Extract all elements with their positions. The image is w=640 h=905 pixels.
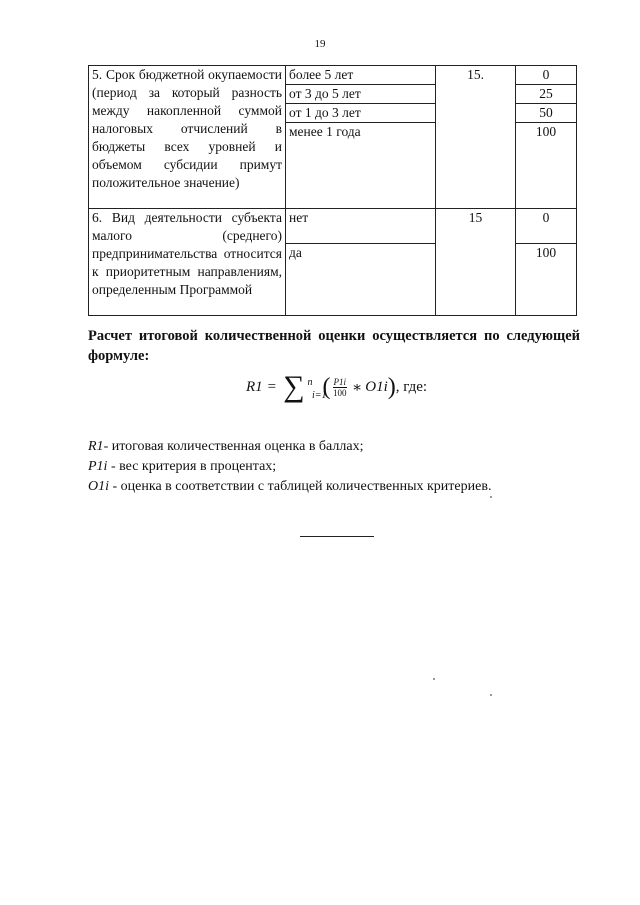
fraction-numerator: P1i [333, 376, 347, 387]
sigma-upper-limit: n [307, 377, 313, 388]
definition-text: - вес критерия в процентах; [107, 459, 277, 474]
score-cell: 100 [516, 123, 577, 209]
definition-symbol: O1i [88, 479, 109, 494]
criteria-table [88, 65, 577, 316]
sigma-lower-limit: i=1 [312, 390, 327, 401]
score-cell: 0 [516, 66, 577, 85]
option-cell: менее 1 года [286, 123, 436, 209]
definition-item [88, 477, 491, 497]
formula-fraction [333, 377, 348, 398]
fraction-denominator: 100 [333, 387, 347, 398]
criterion-cell: 5. Срок бюджетной окупаемости (период за который разность между накопленной суммой налоговых отчислений в бюджеты всех уровней и объемом субсидии примут положительное значение) [89, 66, 286, 209]
weight-cell: 15 [436, 209, 516, 316]
end-divider [300, 536, 374, 537]
close-paren: ) [387, 373, 396, 400]
option-cell: да [286, 244, 436, 316]
weight-cell: 15. [436, 66, 516, 209]
sigma-symbol [283, 370, 327, 403]
formula-factor: O1i [365, 378, 388, 395]
score-cell: 0 [516, 209, 577, 244]
option-cell: более 5 лет [286, 66, 436, 85]
page-number: 19 [314, 38, 326, 50]
table-row [89, 209, 577, 244]
scan-speck [490, 694, 492, 696]
formula [246, 372, 427, 402]
definition-symbol: R1 [88, 439, 104, 454]
definition-item [88, 437, 491, 457]
criterion-cell: 6. Вид деятельности субъекта малого (среднего) предпринимательства относится к приоритетным направлениям, определенным Программой [89, 209, 286, 316]
definition-text: - оценка в соответствии с таблицей количественных критериев. [109, 479, 492, 494]
option-cell: от 1 до 3 лет [286, 104, 436, 123]
scan-speck [433, 678, 435, 680]
formula-heading: Расчет итоговой количественной оценки осуществляется по следующей формуле: [88, 328, 580, 364]
definition-text: - итоговая количественная оценка в баллах; [103, 439, 364, 454]
table-row [89, 66, 577, 85]
formula-equals: = [267, 378, 277, 395]
definition-symbol: P1i [88, 459, 108, 474]
scan-speck [490, 496, 492, 498]
score-cell: 25 [516, 85, 577, 104]
formula-suffix: , где: [395, 378, 428, 395]
times-symbol: ∗ [352, 379, 363, 396]
formula-lhs: R1 [246, 378, 263, 395]
option-cell: от 3 до 5 лет [286, 85, 436, 104]
definitions-list [88, 437, 491, 497]
open-paren: ( [322, 373, 331, 400]
definition-item [88, 457, 491, 477]
score-cell: 50 [516, 104, 577, 123]
sigma-glyph: ∑ [283, 370, 305, 403]
score-cell: 100 [516, 244, 577, 316]
option-cell: нет [286, 209, 436, 244]
